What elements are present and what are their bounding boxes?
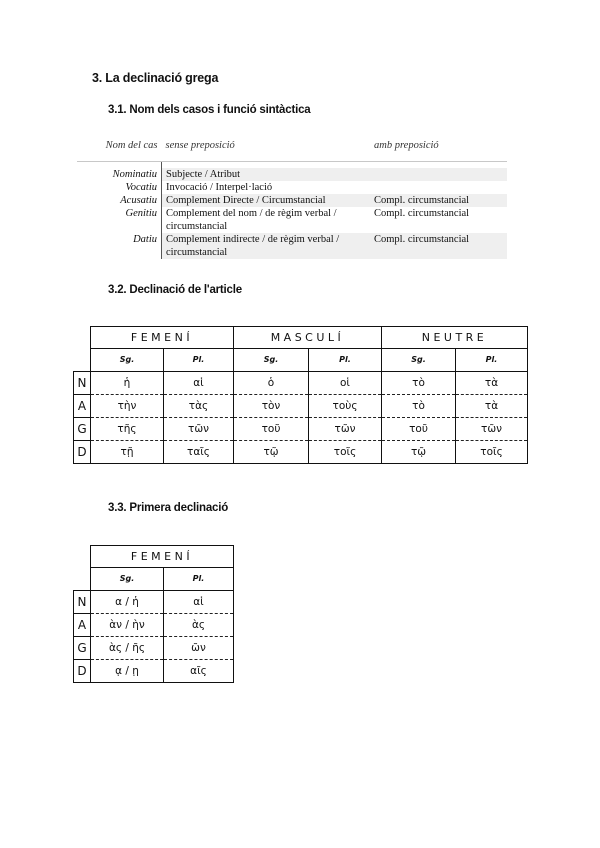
greek-form: τὸ [382, 371, 456, 394]
header-case-name: Nom del cas [77, 138, 162, 162]
function-with-prep: Compl. circumstancial [374, 208, 470, 219]
first-declension-table [73, 545, 234, 683]
article-declension-table [73, 326, 528, 464]
function-with-prep: Compl. circumstancial [370, 194, 507, 207]
case-label: A [74, 613, 91, 636]
gender-feminine: FEMENÍ [91, 546, 234, 568]
greek-form: τῶν [164, 417, 234, 440]
article-row-genitive [74, 417, 528, 440]
greek-form: τὰ [456, 394, 528, 417]
cases-table [77, 138, 507, 259]
article-row-nominative [74, 371, 528, 394]
first-decl-row-dative [74, 659, 234, 682]
case-name: Vocatiu [77, 181, 162, 194]
greek-form: τοὺς [309, 394, 382, 417]
function-with-prep [370, 168, 507, 181]
function-with-prep [370, 181, 507, 194]
article-row-dative [74, 440, 528, 463]
greek-form: τῷ [382, 440, 456, 463]
greek-form: ὁ [234, 371, 309, 394]
greek-ending: ὰς [164, 613, 234, 636]
gender-feminine: FEMENÍ [91, 327, 234, 349]
greek-form: τοῖς [309, 440, 382, 463]
number-singular: Sg. [91, 568, 164, 591]
case-label: G [74, 417, 91, 440]
number-singular: Sg. [382, 349, 456, 372]
number-plural: Pl. [309, 349, 382, 372]
function-without-prep: Complement del nom / de règim verbal / circumstancial [166, 208, 337, 232]
greek-form: τὰς [164, 394, 234, 417]
case-row-accusative [77, 194, 507, 207]
case-label: N [74, 590, 91, 613]
greek-form: τοῦ [234, 417, 309, 440]
greek-ending: ῶν [164, 636, 234, 659]
case-label: A [74, 394, 91, 417]
section-3-heading: 3. La declinació grega [92, 71, 219, 85]
function-without-prep: Invocació / Interpel·lació [166, 182, 273, 193]
case-label: D [74, 659, 91, 682]
section-3-3-heading: 3.3. Primera declinació [108, 502, 229, 514]
function-without-prep: Subjecte / Atribut [162, 168, 371, 181]
gender-neuter: NEUTRE [382, 327, 528, 349]
header-without-preposition: sense preposició [162, 138, 371, 162]
greek-form: τὸν [234, 394, 309, 417]
greek-form: τῷ [234, 440, 309, 463]
greek-ending: ᾳ / ῃ [91, 659, 164, 682]
case-name: Genitiu [77, 207, 162, 233]
greek-form: τοῖς [456, 440, 528, 463]
greek-form: τὰ [456, 371, 528, 394]
greek-form: τῆς [91, 417, 164, 440]
greek-ending: ὰν / ὴν [91, 613, 164, 636]
article-row-accusative [74, 394, 528, 417]
greek-form: τὴν [91, 394, 164, 417]
greek-form: τοῦ [382, 417, 456, 440]
number-plural: Pl. [164, 568, 234, 591]
case-row-genitive [77, 207, 507, 233]
greek-ending: α / ἡ [91, 590, 164, 613]
case-name: Acusatiu [77, 194, 162, 207]
section-3-1-heading: 3.1. Nom dels casos i funció sintàctica [108, 104, 311, 116]
first-decl-row-accusative [74, 613, 234, 636]
gender-masculine: MASCULÍ [234, 327, 382, 349]
number-singular: Sg. [234, 349, 309, 372]
greek-ending: ὰς / ῆς [91, 636, 164, 659]
function-without-prep: Complement Directe / Circumstancial [162, 194, 371, 207]
case-row-nominative [77, 168, 507, 181]
greek-form: ἡ [91, 371, 164, 394]
greek-ending: αἱ [164, 590, 234, 613]
number-plural: Pl. [164, 349, 234, 372]
first-decl-row-nominative [74, 590, 234, 613]
case-label: D [74, 440, 91, 463]
section-3-2-heading: 3.2. Declinació de l'article [108, 284, 242, 296]
case-label: N [74, 371, 91, 394]
case-name: Datiu [77, 233, 162, 259]
number-singular: Sg. [91, 349, 164, 372]
greek-form: ταῖς [164, 440, 234, 463]
number-plural: Pl. [456, 349, 528, 372]
case-row-dative [77, 233, 507, 259]
case-row-vocative [77, 181, 507, 194]
greek-form: τὸ [382, 394, 456, 417]
greek-ending: αῖς [164, 659, 234, 682]
greek-form: αἱ [164, 371, 234, 394]
greek-form: οἱ [309, 371, 382, 394]
first-decl-row-genitive [74, 636, 234, 659]
greek-form: τῶν [456, 417, 528, 440]
greek-form: τῇ [91, 440, 164, 463]
greek-form: τῶν [309, 417, 382, 440]
case-label: G [74, 636, 91, 659]
case-name: Nominatiu [77, 168, 162, 181]
function-with-prep: Compl. circumstancial [370, 233, 507, 259]
function-without-prep: Complement indirecte / de règim verbal / circumstancial [162, 233, 371, 259]
header-with-preposition: amb preposició [370, 138, 507, 162]
